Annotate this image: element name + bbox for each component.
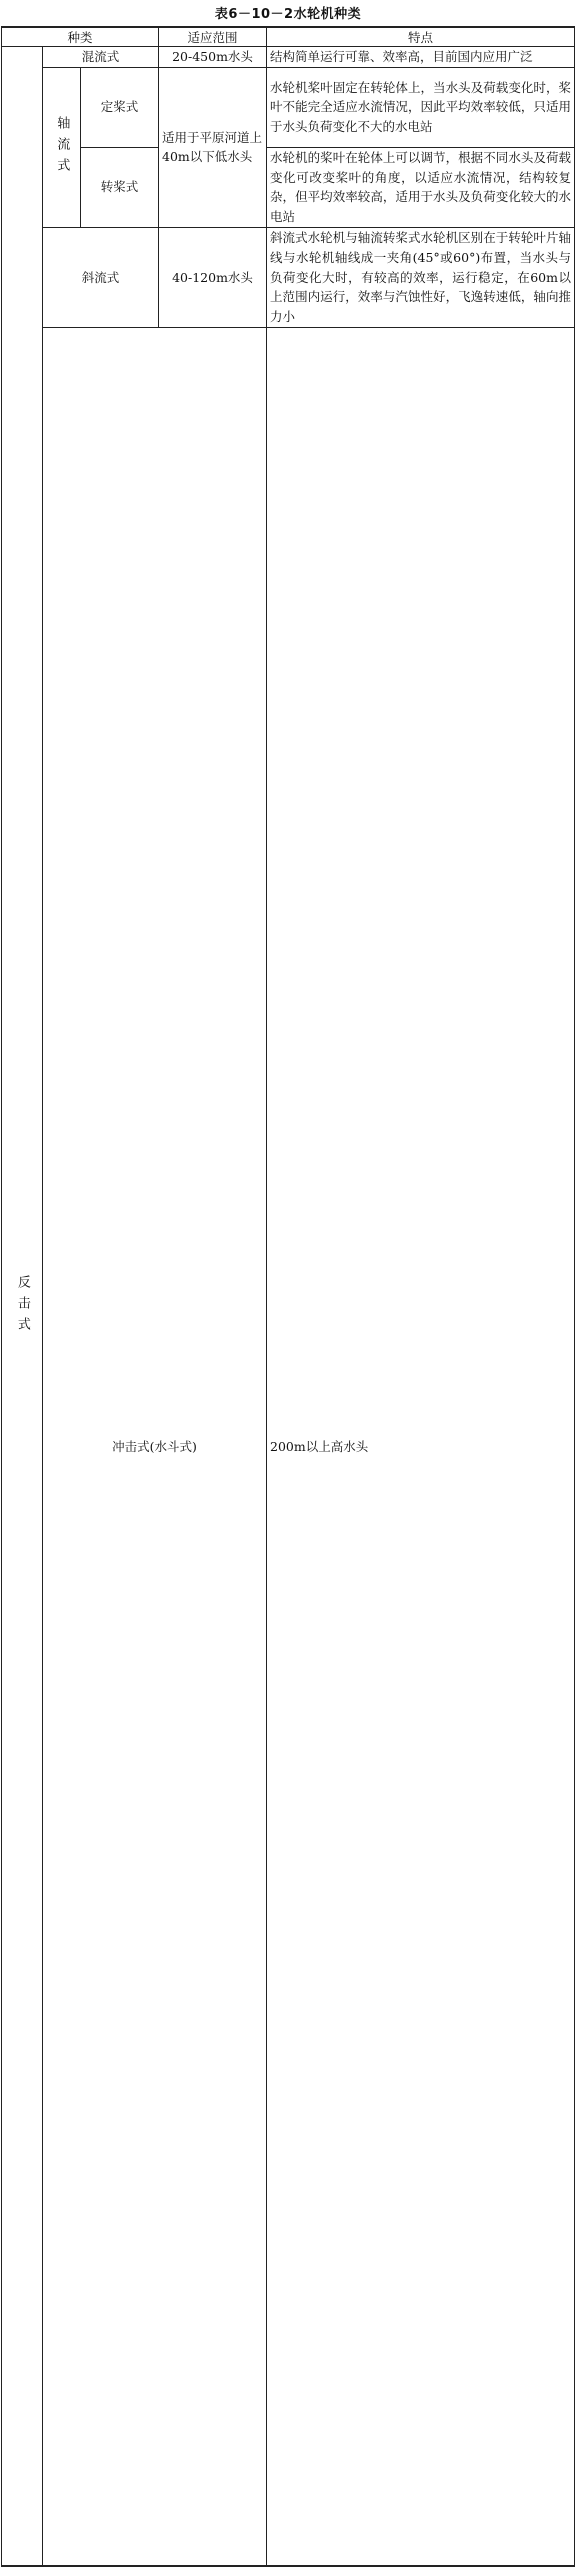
row-impulse-name: 冲击式(水斗式) [43,327,267,2566]
table-row [2,67,575,147]
header-row [2,27,575,47]
table-row [2,147,575,227]
row-mixed-name: 混流式 [43,47,159,68]
table-title: 表6－10－2水轮机种类 [214,7,362,22]
group-reaction-label: 反击式 [14,1274,30,1338]
header-range: 适应范围 [159,27,267,47]
group-reaction [2,47,43,2567]
group-axial-label: 轴流式 [54,115,70,179]
group-axial [43,67,81,227]
row-diagonal-range: 40-120m水头 [159,227,267,327]
row-fixed-feature: 水轮机桨叶固定在转轮体上，当水头及荷载变化时，桨叶不能完全适应水流情况，因此平均效率较低，只适用于水头负荷变化不大的水电站 [267,67,575,147]
header-feature: 特点 [267,27,575,47]
row-adjustable-feature: 水轮机的桨叶在轮体上可以调节，根据不同水头及荷载变化可改变桨叶的角度，以适应水流情况，结构较复杂，但平均效率较高，适用于水头及负荷变化较大的水电站 [267,147,575,227]
row-diagonal-name: 斜流式 [43,227,159,327]
table-row [2,327,575,2566]
row-axial-range: 适用于平原河道上40m以下低水头 [159,67,267,227]
table-row [2,47,575,68]
table-row [2,227,575,327]
turbine-types-table [1,26,575,2567]
header-type: 种类 [2,27,159,47]
row-mixed-range: 20-450m水头 [159,47,267,68]
row-adjustable-name: 转桨式 [81,147,159,227]
row-impulse-range: 200m以上高水头 [267,327,575,2566]
row-diagonal-feature: 斜流式水轮机与轴流转桨式水轮机区别在于转轮叶片轴线与水轮机轴线成一夹角(45°或60°)布置，当水头与负荷变化大时，有较高的效率，运行稳定，在60m以上范围内运行，效率与汽蚀性好，飞逸转速低，轴向推力小 [267,227,575,327]
row-mixed-feature: 结构简单运行可靠、效率高，目前国内应用广泛 [267,47,575,68]
row-fixed-name: 定桨式 [81,67,159,147]
